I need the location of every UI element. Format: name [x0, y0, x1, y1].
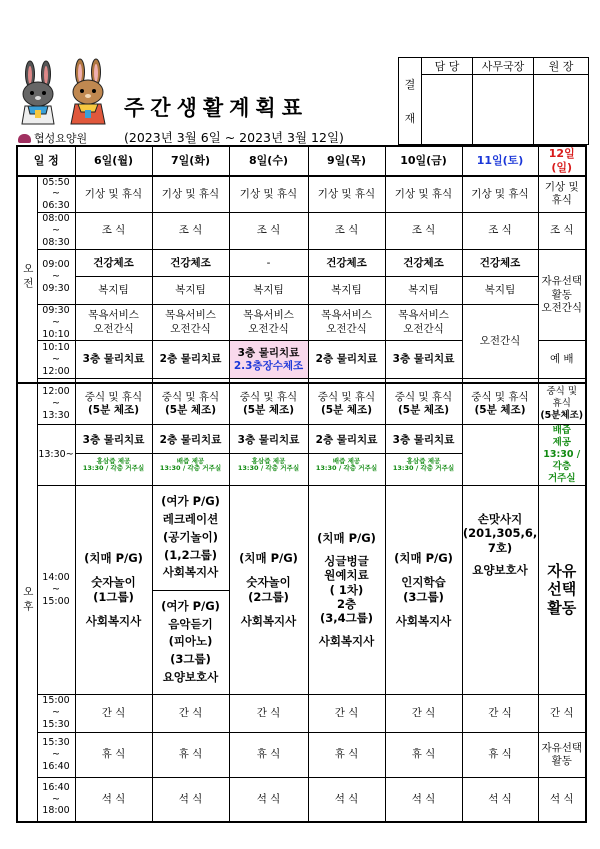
activity-cell: 석 식 [75, 777, 152, 822]
time-cell: 15:30 ~ 16:40 [37, 732, 75, 777]
time-cell: 12:00 ~ 13:30 [37, 383, 75, 425]
schedule-row [17, 383, 586, 425]
activity-cell: 석 식 [462, 777, 538, 822]
schedule-row [17, 732, 586, 777]
activity-cell: 조 식 [75, 213, 152, 250]
day-header-sunday: 12일(일) [538, 146, 586, 176]
activity-cell: 2층 물리치료 배즙 제공 13:30 / 각층 거주실 [308, 425, 385, 485]
activity-cell: 석 식 [308, 777, 385, 822]
schedule-row [17, 304, 586, 341]
time-cell: 05:50 ~ 06:30 [37, 176, 75, 213]
activity-cell: 조 식 [385, 213, 462, 250]
bunny-mascot-icon [68, 58, 108, 126]
time-cell: 14:00 ~ 15:00 [37, 485, 75, 694]
program-cell: (치매 P/G) 인지학습 (3그룹) 사회복지사 [385, 485, 462, 694]
schedule-row [17, 777, 586, 822]
approval-role-director: 원 장 [534, 58, 589, 75]
header-row [17, 146, 586, 176]
time-cell: 08:00 ~ 08:30 [37, 213, 75, 250]
program-cell-saturday: 손맛사지 (201,305,6, 7호) 요양보호사 [462, 485, 538, 694]
activity-cell: 중식 및 휴식 (5분 체조) [75, 383, 152, 425]
activity-cell: 목욕서비스 오전간식 [385, 304, 462, 341]
activity-cell: 목욕서비스 오전간식 [152, 304, 229, 341]
day-header: 7일(화) [152, 146, 229, 176]
day-header: 9일(목) [308, 146, 385, 176]
activity-cell: 건강체조 복지팀 [462, 249, 538, 304]
approval-box [398, 57, 589, 145]
organization-label: 협성요양원 [34, 132, 88, 145]
activity-cell: 기상 및 휴식 [385, 176, 462, 213]
activity-cell: 기상 및 휴식 [308, 176, 385, 213]
approval-sign-cell[interactable] [473, 75, 534, 145]
activity-cell: 간 식 [308, 694, 385, 732]
activity-cell: 휴 식 [152, 732, 229, 777]
activity-cell: 2층 물리치료 [308, 341, 385, 379]
activity-cell-sunday: 중식 및 휴식 (5분체조) [538, 383, 586, 425]
activity-cell: 목욕서비스 오전간식 [308, 304, 385, 341]
bunny-mascot-icon [18, 60, 58, 126]
activity-cell: 건강체조 복지팀 [308, 249, 385, 304]
activity-cell-sunday: 자유선택 활동 오전간식 [538, 249, 586, 341]
activity-cell: - 복지팀 [229, 249, 308, 304]
activity-cell: 간 식 [462, 694, 538, 732]
activity-cell: 간 식 [538, 694, 586, 732]
day-header: 10일(금) [385, 146, 462, 176]
program-cell: (치매 P/G) 싱글벙글 원예치료 ( 1차) 2층 (3,4그룹) 사회복지사 [308, 485, 385, 694]
activity-cell: 건강체조 복지팀 [75, 249, 152, 304]
approval-role-secretary: 사무국장 [473, 58, 534, 75]
day-header: 6일(월) [75, 146, 152, 176]
activity-cell: 3층 물리치료 홍삼즙 제공 13:30 / 각층 거주실 [385, 425, 462, 485]
activity-cell: 간 식 [75, 694, 152, 732]
time-cell: 09:30 ~ 10:10 [37, 304, 75, 341]
pm-label: 오후 [17, 383, 37, 822]
activity-cell: 중식 및 휴식 (5분 체조) [308, 383, 385, 425]
activity-cell: 건강체조 복지팀 [152, 249, 229, 304]
page-title: 주간생활계획표 [124, 96, 309, 120]
activity-cell: 3층 물리치료 홍삼즙 제공 13:30 / 각층 거주실 [75, 425, 152, 485]
approval-side-label: 결 재 [399, 58, 422, 145]
activity-cell: 3층 물리치료 [385, 341, 462, 379]
activity-cell: 휴 식 [385, 732, 462, 777]
activity-cell-highlight: 3층 물리치료 2.3층장수체조 [229, 341, 308, 379]
activity-cell: 목욕서비스 오전간식 [75, 304, 152, 341]
activity-cell: 기상 및 휴식 [538, 176, 586, 213]
time-cell: 15:00 ~ 15:30 [37, 694, 75, 732]
activity-cell: 간 식 [152, 694, 229, 732]
schedule-row-program [17, 485, 586, 694]
time-cell: 16:40 ~ 18:00 [37, 777, 75, 822]
activity-cell: 중식 및 휴식 (5분 체조) [385, 383, 462, 425]
approval-sign-cell[interactable] [422, 75, 473, 145]
activity-cell: 석 식 [385, 777, 462, 822]
program-cell: (여가 P/G) 레크레이션 (공기놀이) (1,2그룹) 사회복지사 (여가 P/G) 음악듣기 (피아노) (3그룹) 요양보호사 [152, 485, 229, 694]
activity-cell: 조 식 [229, 213, 308, 250]
schedule-row [17, 213, 586, 250]
activity-cell-saturday: 오전간식 [462, 304, 538, 379]
approval-sign-cell[interactable] [534, 75, 589, 145]
program-cell: (치매 P/G) 숫자놀이 (2그룹) 사회복지사 [229, 485, 308, 694]
activity-cell: 간 식 [229, 694, 308, 732]
schedule-row [17, 694, 586, 732]
activity-cell-sunday: 배즙 제공 13:30 / 각층 거주실 [538, 425, 586, 485]
schedule-row [17, 176, 586, 213]
activity-cell: 목욕서비스 오전간식 [229, 304, 308, 341]
activity-cell: 휴 식 [229, 732, 308, 777]
approval-role-manager: 담 당 [422, 58, 473, 75]
day-header: 8일(수) [229, 146, 308, 176]
schedule-row [17, 249, 586, 304]
activity-cell-empty [462, 425, 538, 485]
activity-cell: 휴 식 [462, 732, 538, 777]
activity-cell: 중식 및 휴식 (5분 체조) [462, 383, 538, 425]
activity-cell: 간 식 [385, 694, 462, 732]
organization-name [18, 130, 87, 146]
schedule-row [17, 425, 586, 485]
activity-cell: 중식 및 휴식 (5분 체조) [152, 383, 229, 425]
activity-cell: 석 식 [229, 777, 308, 822]
activity-cell: 휴 식 [75, 732, 152, 777]
date-header: 일 정 [17, 146, 75, 176]
activity-cell: 중식 및 휴식 (5분 체조) [229, 383, 308, 425]
am-label: 오전 [17, 176, 37, 383]
activity-cell-sunday: 예 배 [538, 341, 586, 379]
activity-cell: 기상 및 휴식 [462, 176, 538, 213]
activity-cell: 기상 및 휴식 [152, 176, 229, 213]
activity-cell: 기상 및 휴식 [229, 176, 308, 213]
activity-cell: 조 식 [308, 213, 385, 250]
activity-cell: 2층 물리치료 배즙 제공 13:30 / 각층 거주실 [152, 425, 229, 485]
activity-cell: 2층 물리치료 [152, 341, 229, 379]
activity-cell: 기상 및 휴식 [75, 176, 152, 213]
activity-cell: 조 식 [152, 213, 229, 250]
activity-cell: 조 식 [462, 213, 538, 250]
program-cell: (치매 P/G) 숫자놀이 (1그룹) 사회복지사 [75, 485, 152, 694]
activity-cell: 석 식 [538, 777, 586, 822]
date-range: (2023년 3월 6일 ~ 2023년 3월 12일) [124, 130, 344, 145]
program-cell-sunday: 자유 선택 활동 [538, 485, 586, 694]
weekly-schedule-table [16, 145, 587, 823]
activity-cell: 휴 식 [308, 732, 385, 777]
activity-cell: 3층 물리치료 [75, 341, 152, 379]
day-header-saturday: 11일(토) [462, 146, 538, 176]
activity-cell: 건강체조 복지팀 [385, 249, 462, 304]
activity-cell: 조 식 [538, 213, 586, 250]
activity-cell-sunday: 자유선택 활동 [538, 732, 586, 777]
time-cell: 09:00 ~ 09:30 [37, 249, 75, 304]
activity-cell: 석 식 [152, 777, 229, 822]
organization-logo-icon [18, 134, 31, 143]
activity-cell: 3층 물리치료 홍삼즙 제공 13:30 / 각층 거주실 [229, 425, 308, 485]
time-cell: 13:30~ [37, 425, 75, 485]
time-cell: 10:10 ~ 12:00 [37, 341, 75, 379]
